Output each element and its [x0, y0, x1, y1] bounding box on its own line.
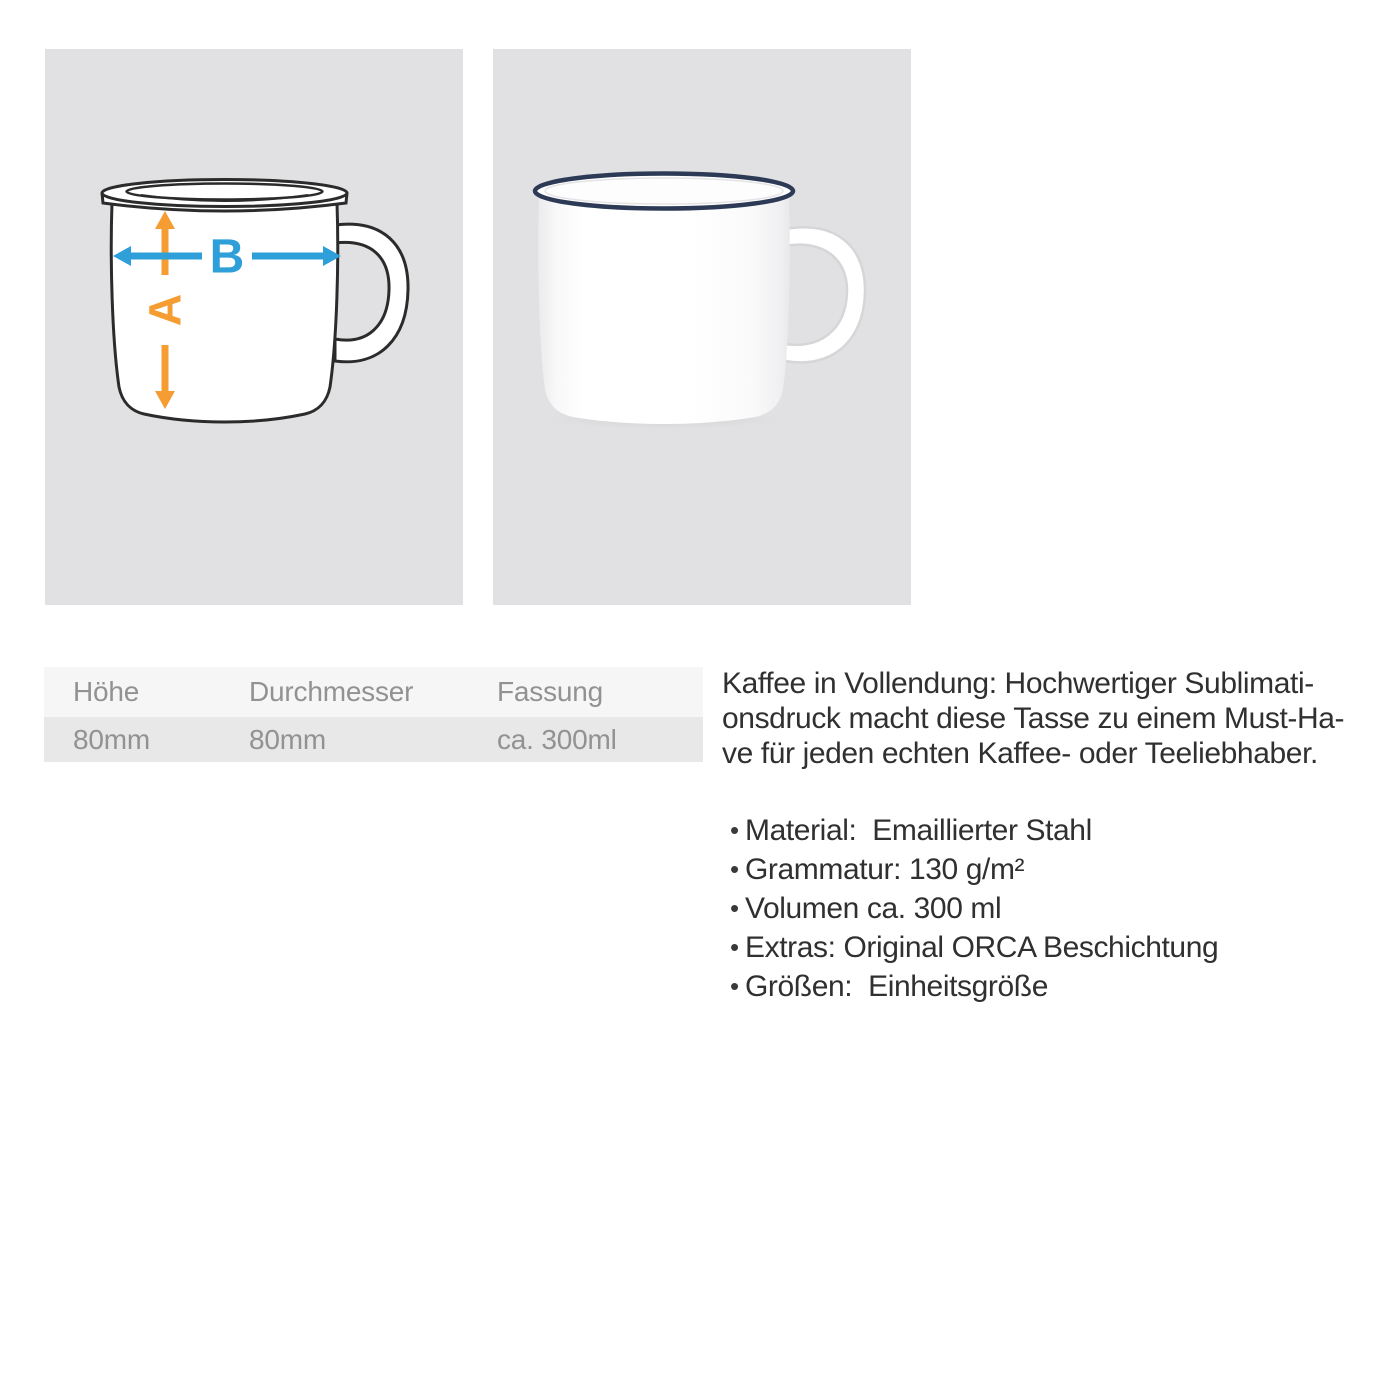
bullet-item-extras [722, 928, 1394, 967]
bullet-text: Grammatur: 130 g/m² [745, 852, 1025, 886]
description-bullet-list [722, 811, 1394, 1006]
table-header-hoehe: Höhe [73, 676, 140, 707]
description-paragraph [722, 666, 1394, 771]
bullet-text: Größen: Einheitsgröße [745, 969, 1049, 1003]
diagram-mug-handle [335, 224, 408, 362]
bullet-item-material [722, 811, 1394, 850]
dimensions-table [44, 667, 703, 762]
bullet-text: Material: Emaillierter Stahl [745, 813, 1092, 847]
table-header-fassung: Fassung [497, 676, 603, 707]
bullet-dot-icon: • [730, 932, 739, 962]
product-photo-panel [493, 49, 911, 605]
table-value-fassung: ca. 300ml [497, 723, 617, 755]
dimensions-table-data-row [44, 717, 703, 762]
photo-mug-handle [785, 227, 865, 362]
bullet-item-groessen [722, 967, 1394, 1006]
enamel-mug-photo [493, 49, 911, 605]
dimensions-table-header-row [44, 667, 703, 717]
bullet-dot-icon: • [730, 893, 739, 923]
bullet-dot-icon: • [730, 971, 739, 1001]
size-diagram-panel [45, 49, 463, 605]
height-label: A [139, 293, 191, 327]
bullet-text: Volumen ca. 300 ml [745, 891, 1002, 925]
table-header-durchmesser: Durchmesser [249, 676, 414, 707]
mug-size-diagram-icon [45, 49, 463, 605]
bullet-text: Extras: Original ORCA Beschichtung [745, 930, 1219, 964]
bullet-dot-icon: • [730, 815, 739, 845]
table-value-durchmesser: 80mm [249, 723, 326, 755]
paragraph-line: Kaffee in Vollendung: Hochwertiger Sublimati- [722, 667, 1314, 700]
table-value-hoehe: 80mm [73, 723, 150, 755]
paragraph-line: onsdruck macht diese Tasse zu einem Must-Ha- [722, 702, 1345, 735]
diameter-label: B [209, 230, 245, 284]
bullet-dot-icon: • [730, 854, 739, 884]
bullet-item-grammatur [722, 850, 1394, 889]
bullet-item-volumen [722, 889, 1394, 928]
paragraph-line: ve für jeden echten Kaffee- oder Teeliebhaber. [722, 737, 1318, 770]
photo-mug-body [538, 199, 790, 424]
